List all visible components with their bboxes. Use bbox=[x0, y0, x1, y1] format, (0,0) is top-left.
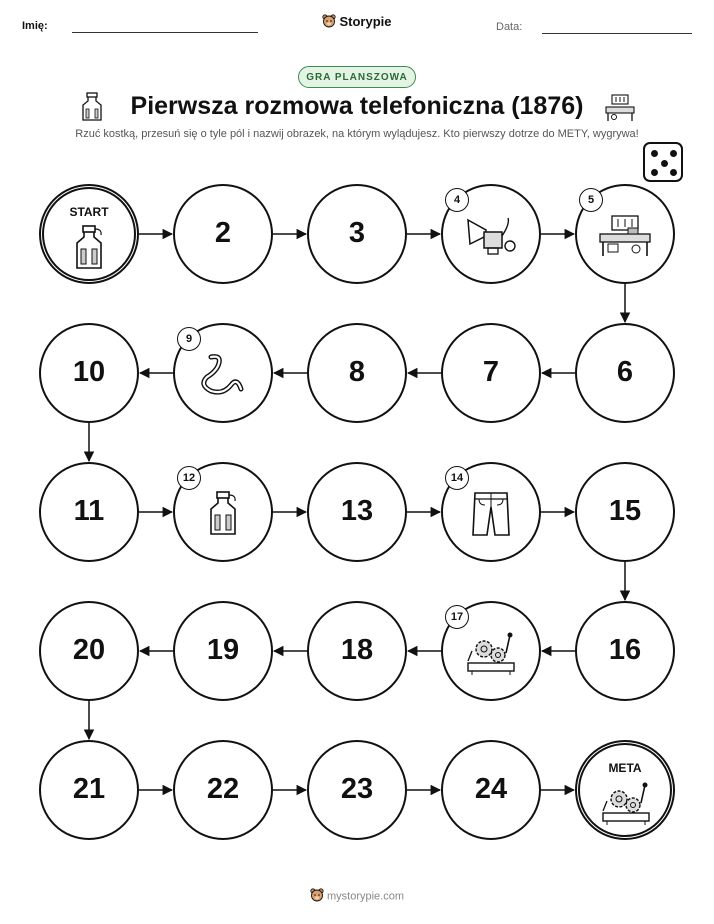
space-number-badge: 12 bbox=[177, 466, 201, 490]
date-label: Data: bbox=[496, 21, 523, 33]
bear-icon bbox=[310, 888, 324, 905]
space-number: 11 bbox=[73, 495, 105, 527]
board-space-11 bbox=[39, 462, 139, 562]
board-space-18 bbox=[307, 601, 407, 701]
space-number: 20 bbox=[72, 634, 106, 666]
start-label: START bbox=[69, 205, 109, 219]
start-space bbox=[39, 184, 139, 284]
page-title: Pierwsza rozmowa telefoniczna (1876) bbox=[130, 92, 584, 120]
space-number: 10 bbox=[72, 356, 106, 388]
instructions-text: Rzuć kostką, przesuń się o tyle pól i nazwij obrazek, na którym wylądujesz. Kto pierwszy dotrze do METY, wygrywa! bbox=[75, 128, 639, 140]
space-number: 3 bbox=[348, 217, 366, 249]
space-number-badge: 5 bbox=[579, 188, 603, 212]
board-space-8 bbox=[307, 323, 407, 423]
space-number: 23 bbox=[340, 773, 374, 805]
space-number: 2 bbox=[214, 217, 232, 249]
board-space-5 bbox=[575, 184, 675, 284]
gramophone-icon bbox=[466, 216, 516, 261]
wire-icon bbox=[201, 353, 245, 402]
game-type-badge: GRA PLANSZOWA bbox=[298, 66, 416, 88]
board-space-3 bbox=[307, 184, 407, 284]
bottle-icon bbox=[206, 491, 240, 542]
board-space-4 bbox=[441, 184, 541, 284]
board-space-23 bbox=[307, 740, 407, 840]
finish-space bbox=[575, 740, 675, 840]
gears-machine-icon bbox=[601, 781, 651, 830]
workshop-icon bbox=[598, 214, 652, 263]
board-space-19 bbox=[173, 601, 273, 701]
space-number: 24 bbox=[474, 773, 508, 805]
footer bbox=[0, 888, 714, 905]
space-number: 7 bbox=[482, 356, 500, 388]
board-space-24 bbox=[441, 740, 541, 840]
space-number-badge: 9 bbox=[177, 327, 201, 351]
space-number: 15 bbox=[608, 495, 642, 527]
name-label: Imię: bbox=[22, 20, 48, 32]
board-space-17 bbox=[441, 601, 541, 701]
board-space-2 bbox=[173, 184, 273, 284]
bottle-icon bbox=[72, 225, 106, 276]
board-space-16 bbox=[575, 601, 675, 701]
finish-label: META bbox=[608, 761, 642, 775]
space-number-badge: 4 bbox=[445, 188, 469, 212]
board-space-15 bbox=[575, 462, 675, 562]
space-number: 8 bbox=[348, 356, 366, 388]
space-number: 6 bbox=[616, 356, 634, 388]
board-space-10 bbox=[39, 323, 139, 423]
space-number: 16 bbox=[608, 634, 642, 666]
space-number: 18 bbox=[340, 634, 374, 666]
board-space-9 bbox=[173, 323, 273, 423]
space-number-badge: 17 bbox=[445, 605, 469, 629]
space-number: 21 bbox=[72, 773, 106, 805]
space-number: 22 bbox=[206, 773, 240, 805]
space-number: 19 bbox=[206, 634, 240, 666]
footer-url: mystorypie.com bbox=[326, 890, 405, 903]
board-space-7 bbox=[441, 323, 541, 423]
board-space-21 bbox=[39, 740, 139, 840]
brand-name: Storypie bbox=[339, 14, 392, 29]
space-number-badge: 14 bbox=[445, 466, 469, 490]
space-number: 13 bbox=[340, 495, 374, 527]
board-space-6 bbox=[575, 323, 675, 423]
trousers-icon bbox=[471, 491, 511, 542]
board-space-14 bbox=[441, 462, 541, 562]
board-space-20 bbox=[39, 601, 139, 701]
board-space-22 bbox=[173, 740, 273, 840]
gears-machine-icon bbox=[466, 631, 516, 680]
board-space-13 bbox=[307, 462, 407, 562]
board-space-12 bbox=[173, 462, 273, 562]
